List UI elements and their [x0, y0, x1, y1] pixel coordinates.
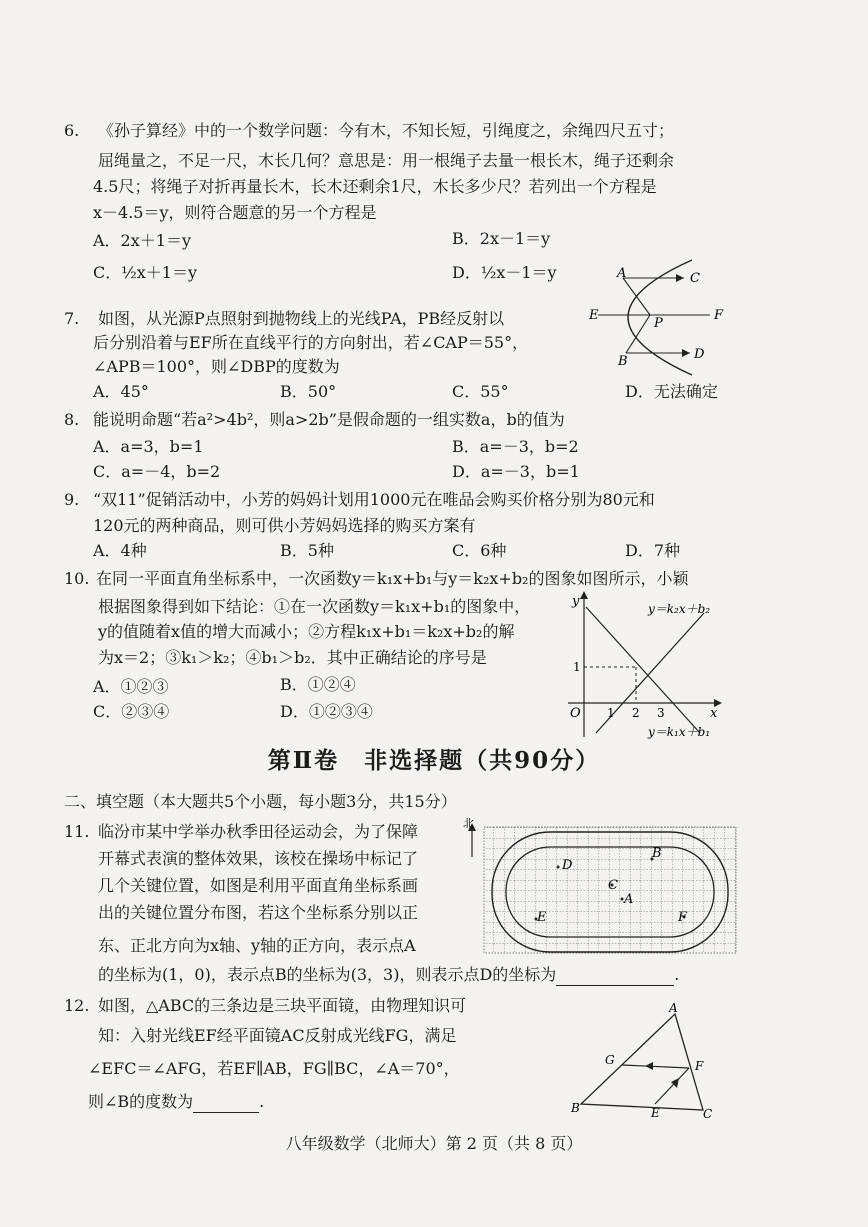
label-p: P [654, 316, 663, 331]
question-11-end: . [674, 965, 680, 984]
question-11-number: 11. [64, 822, 90, 841]
question-9-line-1: “双11”促销活动中，小芳的妈妈计划用1000元在唯品会购买价格分别为80元和 [93, 490, 655, 509]
line-k2-label: y＝k₂x＋b₂ [648, 602, 711, 616]
question-8-option-d: D．a=－3，b=1 [452, 462, 580, 481]
question-10-option-b: B．①②④ [280, 675, 356, 694]
question-11-line-2: 开幕式表演的整体效果，该校在操场中标记了 [98, 849, 419, 868]
x-axis-label: x [710, 706, 718, 721]
label-c: C [703, 1107, 713, 1120]
ray-pa [623, 278, 650, 315]
x-tick-3: 3 [657, 706, 665, 720]
question-7-option-c: C．55° [452, 382, 509, 401]
label-b: B [618, 354, 628, 369]
x-tick-1: 1 [607, 706, 615, 720]
question-11-line-6-text: 的坐标为(1，0)，表示点B的坐标为(3，3)，则表示点D的坐标为 [98, 965, 557, 984]
question-7-line-3: ∠APB＝100°，则∠DBP的度数为 [93, 357, 340, 376]
parabola-reflection-figure [584, 255, 734, 380]
label-f: F [678, 910, 688, 925]
label-a: A [669, 1001, 678, 1015]
arrow-d [682, 349, 690, 357]
question-8-number: 8. [64, 410, 80, 429]
section-2-title: 第Ⅱ卷 非选择题（共90分） [267, 747, 601, 774]
question-6-number: 6. [64, 121, 80, 140]
label-a: A [617, 266, 627, 281]
question-6-line-1: 《孙子算经》中的一个数学问题：今有木，不知长短，引绳度之，余绳四尺五寸； [98, 121, 675, 140]
question-12-line-4[interactable] [88, 1092, 264, 1113]
question-10-option-a: A．①②③ [93, 677, 169, 696]
track-map-figure [462, 817, 744, 967]
question-9-option-b: B．5种 [280, 541, 334, 560]
triangle-abc [581, 1014, 703, 1110]
question-6-line-3: 4.5尺；将绳子对折再量长木，长木还剩余1尺，木长多少尺？若列出一个方程是 [93, 177, 657, 196]
label-e: E [589, 308, 599, 323]
label-c: C [690, 271, 700, 286]
question-6-option-d: D．½x－1＝y [452, 263, 557, 282]
label-d: D [694, 347, 705, 362]
question-7-line-1: 如图，从光源P点照射到抛物线上的光线PA，PB经反射以 [98, 309, 505, 328]
question-12-line-3: ∠EFC＝∠AFG，若EF∥AB，FG∥BC，∠A＝70°， [88, 1059, 460, 1078]
arrow-fg [645, 1062, 653, 1070]
label-a: A [624, 892, 634, 907]
question-6-option-a: A．2x＋1＝y [93, 231, 191, 250]
fill-in-section-header: 二、填空题（本大题共5个小题，每小题3分，共15分） [64, 792, 457, 811]
question-11-line-5: 东、正北方向为x轴、y轴的正方向，表示点A [98, 936, 416, 955]
question-6-line-4: x－4.5＝y，则符合题意的另一个方程是 [93, 203, 377, 222]
question-7-option-a: A．45° [93, 382, 149, 401]
question-12-end: . [259, 1092, 265, 1111]
page-footer: 八年级数学（北师大）第 2 页（共 8 页） [285, 1134, 583, 1153]
question-12-line-2: 知：入射光线EF经平面镜AC反射成光线FG，满足 [98, 1026, 457, 1045]
question-12-number: 12. [64, 996, 90, 1015]
question-8-option-c: C．a=－4，b=2 [93, 462, 221, 481]
label-e: E [651, 1106, 660, 1120]
question-6-option-b: B．2x－1＝y [452, 229, 551, 248]
origin-label: O [570, 706, 581, 721]
label-f: F [714, 308, 724, 323]
question-11-line-6[interactable] [98, 965, 679, 986]
label-b: B [652, 846, 662, 861]
line-k1 [586, 607, 700, 733]
line-k1-label: y＝k₁x＋b₁ [648, 725, 711, 739]
ray-ef [655, 1068, 689, 1104]
label-d: D [562, 858, 573, 873]
linear-functions-graph [560, 585, 730, 745]
question-9-number: 9. [64, 490, 80, 509]
question-10-line-3: y的值随着x值的增大而减小；②方程k₁x+b₁＝k₂x+b₂的解 [98, 622, 515, 641]
label-f: F [695, 1059, 704, 1073]
question-11-answer-blank[interactable] [556, 965, 674, 986]
north-label: 北 [463, 817, 474, 830]
question-10-line-1: 在同一平面直角坐标系中，一次函数y＝k₁x+b₁与y＝k₂x+b₂的图象如图所示，小颖 [96, 569, 689, 588]
question-10-option-c: C．②③④ [93, 702, 170, 721]
question-10-line-4: 为x＝2；③k₁＞k₂；④b₁＞b₂．其中正确结论的序号是 [98, 648, 487, 667]
y-tick-1: 1 [573, 660, 581, 674]
question-9-option-d: D．7种 [625, 541, 681, 560]
question-8-option-a: A．a=3，b=1 [93, 437, 204, 456]
question-9-option-a: A．4种 [93, 541, 147, 560]
question-8-option-b: B．a=－3，b=2 [452, 437, 579, 456]
question-11-line-4: 出的关键位置分布图，若这个坐标系分别以正 [98, 903, 419, 922]
point-d [557, 866, 560, 869]
question-9-line-2: 120元的两种商品，则可供小芳妈妈选择的购买方案有 [93, 516, 476, 535]
label-e: E [537, 910, 547, 925]
triangle-mirror-figure [565, 1000, 725, 1120]
y-axis-label: y [572, 594, 580, 609]
question-6-line-2: 屈绳量之，不足一尺，木长几何？意思是：用一根绳子去量一根长木，绳子还剩余 [98, 151, 675, 170]
question-7-option-b: B．50° [280, 382, 337, 401]
question-10-number: 10. [64, 569, 90, 588]
question-7-option-d: D．无法确定 [625, 382, 718, 401]
x-tick-2: 2 [632, 706, 640, 720]
question-8-line-1: 能说明命题“若a²>4b²，则a>2b”是假命题的一组实数a，b的值为 [93, 410, 565, 429]
label-c: C [608, 878, 618, 893]
question-6-option-c: C．½x＋1＝y [93, 263, 197, 282]
question-9-option-c: C．6种 [452, 541, 507, 560]
question-12-line-4-text: 则∠B的度数为 [88, 1092, 194, 1111]
question-11-line-3: 几个关键位置，如图是利用平面直角坐标系画 [98, 876, 419, 895]
question-10-option-d: D．①②③④ [280, 702, 373, 721]
question-12-line-1: 如图，△ABC的三条边是三块平面镜，由物理知识可 [98, 996, 467, 1015]
question-7-number: 7. [64, 309, 80, 328]
question-11-line-1: 临汾市某中学举办秋季田径运动会，为了保障 [98, 822, 419, 841]
label-b: B [571, 1101, 580, 1115]
question-10-line-2: 根据图象得到如下结论：①在一次函数y＝k₁x+b₁的图象中， [98, 597, 531, 616]
arrow-c [676, 274, 684, 282]
label-g: G [605, 1053, 615, 1067]
y-axis-arrow [580, 591, 588, 599]
ray-fg [622, 1065, 689, 1068]
question-7-line-2: 后分别沿着与EF所在直线平行的方向射出，若∠CAP＝55°， [93, 333, 529, 352]
question-12-answer-blank[interactable] [193, 1092, 259, 1113]
